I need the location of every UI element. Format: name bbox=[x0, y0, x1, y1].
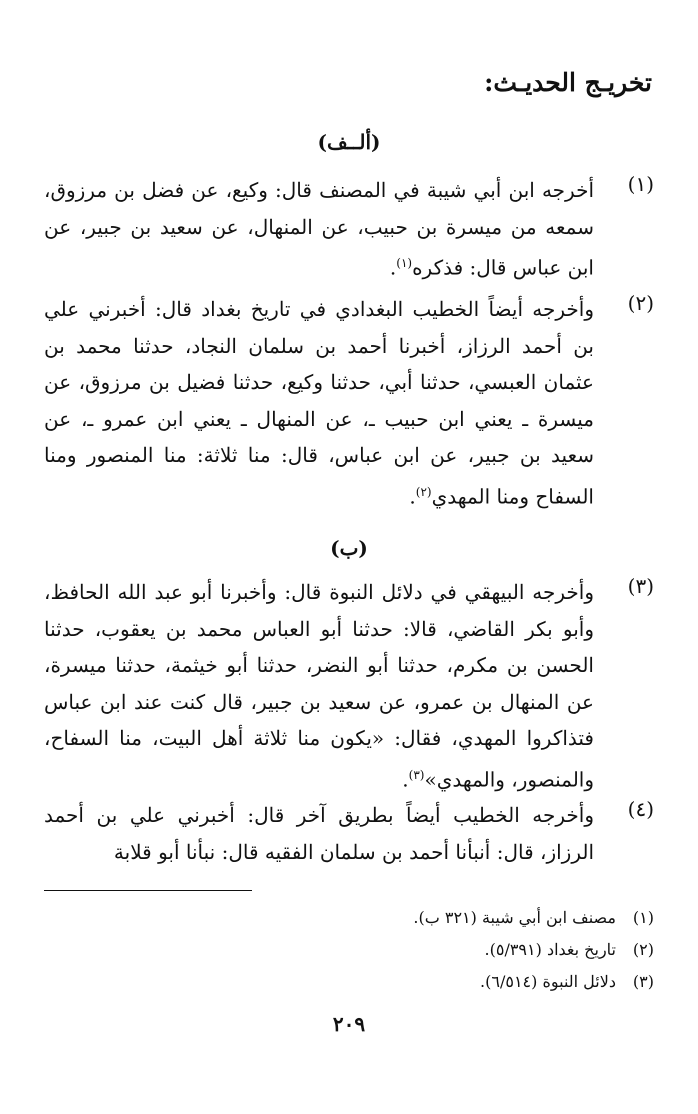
footnote-ref: (٢) bbox=[415, 484, 432, 499]
page-number: ٢٠٩ bbox=[332, 1012, 366, 1036]
entry-body: وأخرجه البيهقي في دلائل النبوة قال: وأخبرنا أبو عبد الله الحافظ، وأبو بكر القاضي، قالا: حدثنا أبو العباس محمد بن يعقوب، حدثنا الحسن بن مكرم، حدثنا أبو النضر، حدثنا أبو خيثمة، حدثنا ميسرة، عن المنهال بن عمرو، عن سعيد بن جبير، قال كنت عند ابن عباس فتذاكروا المهدي، فقال: «يكون منا ثلاثة أهل البيت، منا السفاح، والمنصور، والمهدي» bbox=[44, 580, 594, 792]
footnote-item bbox=[44, 966, 654, 998]
footnotes bbox=[44, 902, 654, 998]
entry-number: (١) bbox=[627, 172, 654, 196]
entry-end: . bbox=[409, 484, 416, 509]
section-a-label: (ألــف) bbox=[317, 130, 381, 154]
footnote-item bbox=[44, 934, 654, 966]
footnote-ref: (٣) bbox=[408, 767, 425, 782]
entry-end: . bbox=[389, 255, 397, 280]
entry-2 bbox=[44, 291, 654, 515]
entry-text bbox=[44, 172, 594, 286]
footnote-item bbox=[44, 902, 654, 934]
entry-4 bbox=[44, 797, 654, 870]
footnote-number: (٢) bbox=[632, 940, 654, 959]
footnote-ref: (١) bbox=[396, 256, 413, 270]
footnote-text: مصنف ابن أبي شيبة (٣٢١ ب). bbox=[413, 908, 616, 927]
entry-text bbox=[44, 574, 594, 798]
entry-body: أخرجه ابن أبي شيبة في المصنف قال: وكيع، عن فضل بن مرزوق، سمعه من ميسرة بن حبيب، عن المنهال، عن سعيد بن جبير، عن ابن عباس قال: فذكره bbox=[44, 178, 594, 280]
section-b-label: (ب) bbox=[330, 536, 368, 560]
page-heading: تخريـج الحديـث: bbox=[484, 68, 652, 97]
entry-body: وأخرجه أيضاً الخطيب البغدادي في تاريخ بغداد قال: أخبرني علي بن أحمد الرزاز، أخبرنا أحمد بن سلمان النجاد، حدثنا محمد بن عثمان العبسي، حدثنا أبي، حدثنا وكيع، حدثنا فضيل بن مرزوق، عن ميسرة ـ يعني ابن حبيب ـ، عن المنهال ـ يعني ابن عمرو ـ، عن سعيد بن جبير، عن ابن عباس، قال: منا ثلاثة: منا المنصور ومنا السفاح ومنا المهدي bbox=[44, 297, 594, 509]
entry-number: (٣) bbox=[627, 574, 654, 598]
footnote-text: تاريخ بغداد (٥/٣٩١). bbox=[484, 940, 616, 959]
entry-body: وأخرجه الخطيب أيضاً بطريق آخر قال: أخبرني علي بن أحمد الرزاز، قال: أنبأنا أحمد بن سلمان الفقيه قال: نبأنا أبو قلابة bbox=[44, 803, 594, 864]
entry-1 bbox=[44, 172, 654, 286]
footnote-text: دلائل النبوة (٦/٥١٤). bbox=[480, 972, 616, 991]
footnote-number: (١) bbox=[632, 908, 654, 927]
entry-text bbox=[44, 291, 594, 515]
entry-number: (٤) bbox=[627, 797, 654, 821]
footnote-divider bbox=[44, 890, 252, 891]
entry-number: (٢) bbox=[627, 291, 654, 315]
entry-text bbox=[44, 797, 594, 870]
footnote-number: (٣) bbox=[632, 972, 654, 991]
entry-end: . bbox=[402, 767, 409, 792]
entry-3 bbox=[44, 574, 654, 798]
